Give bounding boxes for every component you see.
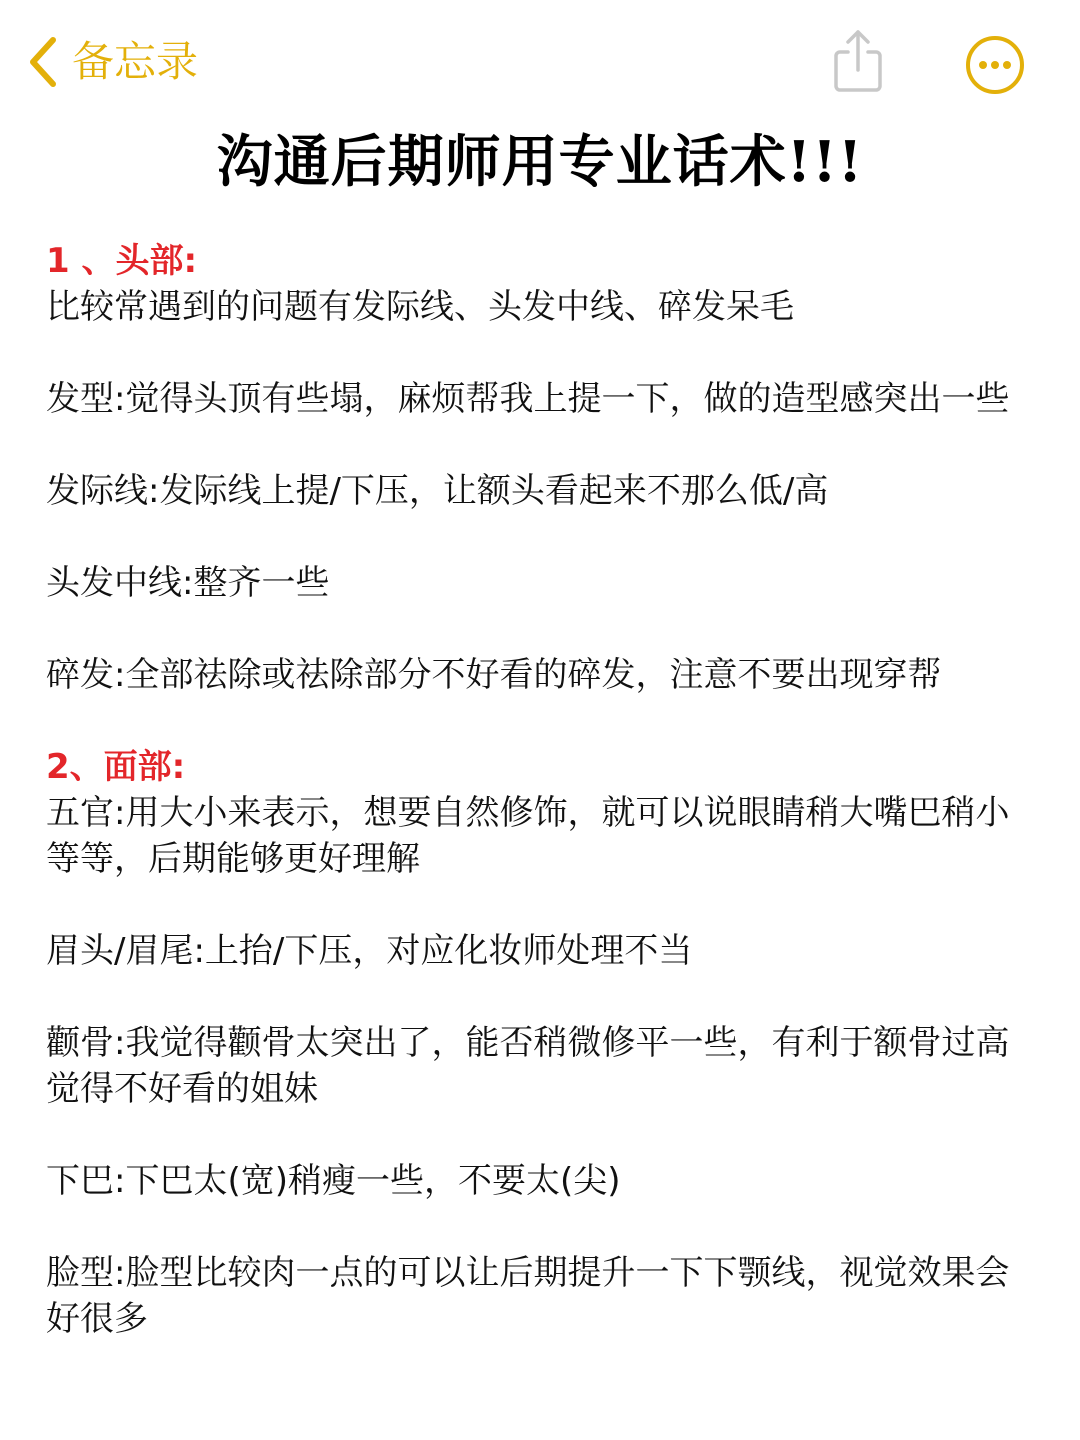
note-title: 沟通后期师用专业话术!!!: [216, 129, 864, 195]
chevron-left-icon: [28, 36, 58, 88]
back-label: 备忘录: [72, 37, 199, 86]
note-paragraph: 头发中线:整齐一些: [46, 563, 330, 603]
note-paragraph: 碎发:全部祛除或祛除部分不好看的碎发，注意不要出现穿帮: [46, 655, 942, 695]
more-button[interactable]: [964, 34, 1026, 96]
nav-bar: [0, 0, 1080, 120]
more-icon: [964, 34, 1026, 96]
note-paragraph: 脸型:脸型比较肉一点的可以让后期提升一下下颚线，视觉效果会好很多: [46, 1253, 1010, 1339]
note-paragraph: 发际线:发际线上提/下压，让额头看起来不那么低/高: [46, 471, 829, 511]
share-icon: [826, 28, 890, 94]
note-paragraph: 发型:觉得头顶有些塌，麻烦帮我上提一下，做的造型感突出一些: [46, 379, 1010, 419]
note-paragraph: 眉头/眉尾:上抬/下压，对应化妆师处理不当: [46, 931, 693, 971]
note-paragraph: 比较常遇到的问题有发际线、头发中线、碎发呆毛: [46, 287, 794, 327]
note-paragraph: 下巴:下巴太(宽)稍瘦一些，不要太(尖): [46, 1161, 621, 1201]
section-heading-head: 1 、头部:: [46, 241, 198, 281]
section-heading-face: 2、面部:: [46, 747, 186, 787]
back-button[interactable]: [28, 30, 198, 94]
note-body[interactable]: [46, 238, 1021, 1342]
share-button[interactable]: [826, 28, 890, 94]
note-paragraph: 五官:用大小来表示，想要自然修饰，就可以说眼睛稍大嘴巴稍小等等，后期能够更好理解: [46, 793, 1010, 879]
note-paragraph: 颧骨:我觉得颧骨太突出了，能否稍微修平一些，有利于额骨过高觉得不好看的姐妹: [46, 1023, 1010, 1109]
